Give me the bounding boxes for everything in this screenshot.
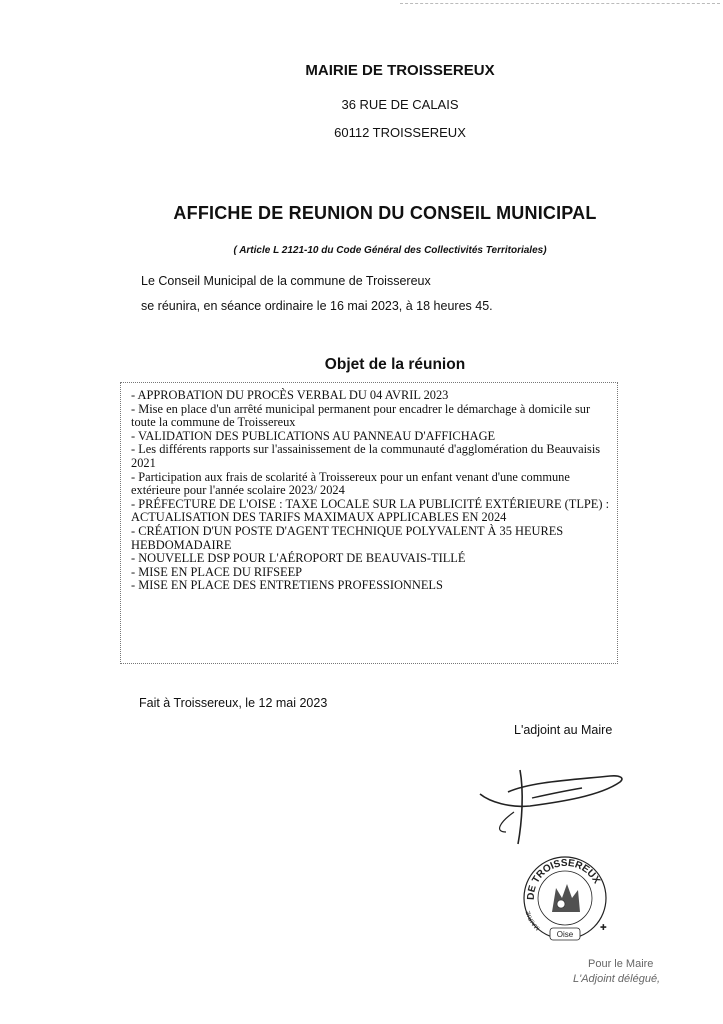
stamp-bottom-text: Oise xyxy=(556,930,574,939)
scan-edge-line xyxy=(400,3,720,4)
objet-heading: Objet de la réunion xyxy=(324,356,466,373)
adjoint-delegue: L'Adjoint délégué, xyxy=(573,973,661,985)
signatory-title: L'adjoint au Maire xyxy=(514,723,613,737)
stamp-top-text: DE TROISSEREUX xyxy=(525,857,602,901)
svg-text:✚: ✚ xyxy=(600,923,607,932)
handwritten-signature xyxy=(470,762,630,852)
address-street: 36 RUE DE CALAIS xyxy=(341,97,459,112)
agenda-item: - Mise en place d'un arrêté municipal permanent pour encadrer le démarchage à domicile sur toute la commune de Troissereux xyxy=(131,401,591,430)
agenda-item: - PRÉFECTURE DE L'OISE : TAXE LOCALE SUR LA PUBLICITÉ EXTÉRIEURE (TLPE) : ACTUALISATION DES TARIFS MAXIMAUX APPLICABLES EN 2024 xyxy=(131,496,610,525)
stamp-left-text: MAIRIE xyxy=(525,909,542,931)
agenda-item: - Les différents rapports sur l'assainissement de la communauté d'agglomération du Beauvaisis 2021 xyxy=(131,442,601,470)
signed-place-date: Fait à Troissereux, le 12 mai 2023 xyxy=(139,696,328,710)
article-reference: ( Article L 2121-10 du Code Général des Collectivités Territoriales) xyxy=(233,245,547,256)
agenda-box xyxy=(120,382,618,664)
intro-line-1: Le Conseil Municipal de la commune de Troissereux xyxy=(141,274,431,288)
mairie-name: MAIRIE DE TROISSEREUX xyxy=(305,62,495,79)
agenda-item: - Participation aux frais de scolarité à Troissereux pour un enfant venant d'une commune extérieure pour l'année scolaire 2023/ 2024 xyxy=(131,469,570,498)
agenda-list xyxy=(131,389,615,593)
mairie-seal-stamp xyxy=(520,850,610,945)
agenda-item: - NOUVELLE DSP POUR L'AÉROPORT DE BEAUVAIS-TILLÉ xyxy=(131,551,466,566)
agenda-item: - MISE EN PLACE DES ENTRETIENS PROFESSIONNELS xyxy=(131,578,443,593)
agenda-item: - VALIDATION DES PUBLICATIONS AU PANNEAU D'AFFICHAGE xyxy=(131,428,496,443)
agenda-item: - CRÉATION D'UN POSTE D'AGENT TECHNIQUE POLYVALENT À 35 HEURES HEBDOMADAIRE xyxy=(131,523,564,552)
pour-le-maire: Pour le Maire xyxy=(588,958,654,970)
address-city: 60112 TROISSEREUX xyxy=(334,125,466,140)
document-title: AFFICHE DE REUNION DU CONSEIL MUNICIPAL xyxy=(173,203,597,223)
agenda-item: - APPROBATION DU PROCÈS VERBAL DU 04 AVRIL 2023 xyxy=(131,388,449,402)
svg-text:MAIRIE xyxy=(526,910,542,931)
agenda-item: - MISE EN PLACE DU RIFSEEP xyxy=(131,564,303,579)
intro-line-2: se réunira, en séance ordinaire le 16 mai 2023, à 18 heures 45. xyxy=(141,299,493,313)
